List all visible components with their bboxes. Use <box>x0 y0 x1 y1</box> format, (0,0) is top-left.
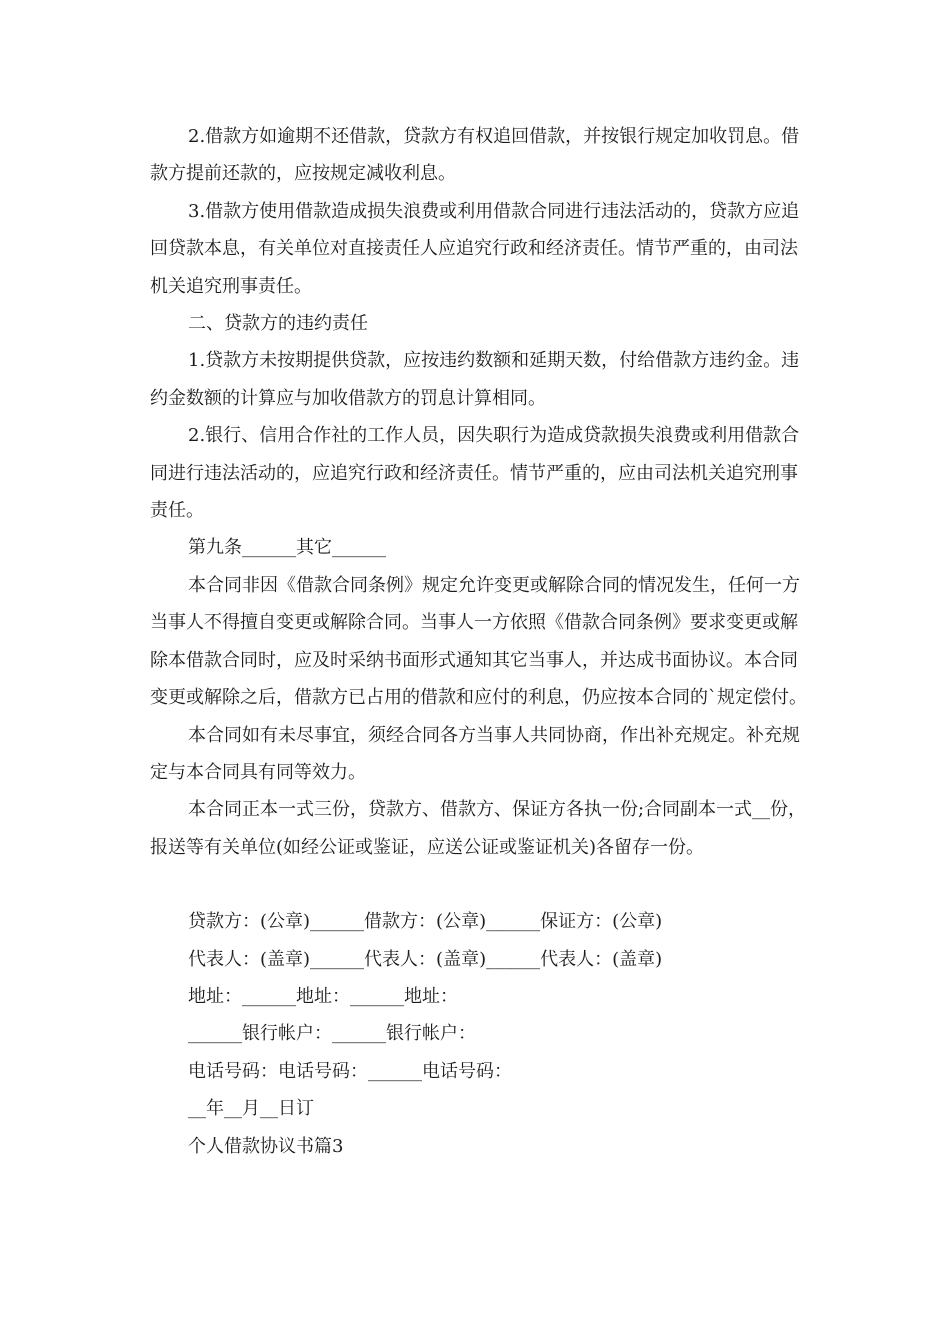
signature-line-address: 地址：______地址：______地址： <box>188 985 458 1007</box>
signature-line-parties: 贷款方：(公章)______借款方：(公章)______保证方：(公章) <box>188 911 663 933</box>
clause-paragraph: 1.贷款方未按期提供贷款，应按违约数额和延期天数，付给借款方违约金。违约金数额的计算应与加收借款方的罚息计算相同。 <box>150 350 800 409</box>
section-heading: 二、贷款方的违约责任 <box>188 313 368 335</box>
article-heading: 第九条______其它______ <box>188 537 386 559</box>
clause-paragraph: 2.借款方如逾期不还借款，贷款方有权追回借款，并按银行规定加收罚息。借款方提前还款的，应按规定减收利息。 <box>150 126 800 185</box>
signature-line-date: __年__月__日订 <box>188 1098 314 1120</box>
signature-line-phone: 电话号码：电话号码：______电话号码： <box>188 1060 512 1082</box>
signature-block <box>150 903 810 1165</box>
clause-paragraph: 本合同如有未尽事宜，须经合同各方当事人共同协商，作出补充规定。补充规定与本合同具有同等效力。 <box>150 724 800 783</box>
clause-paragraph: 本合同正本一式三份，贷款方、借款方、保证方各执一份;合同副本一式__份，报送等有关单位(如经公证或鉴证，应送公证或鉴证机关)各留存一份。 <box>150 799 807 858</box>
clause-paragraph: 2.银行、信用合作社的工作人员，因失职行为造成贷款损失浪费或利用借款合同进行违法活动的，应追究行政和经济责任。情节严重的，应由司法机关追究刑事责任。 <box>150 425 800 522</box>
signature-line-representatives: 代表人：(盖章)______代表人：(盖章)______代表人：(盖章) <box>188 948 663 970</box>
spacer <box>150 866 810 903</box>
clause-paragraph: 本合同非因《借款合同条例》规定允许变更或解除合同的情况发生，任何一方当事人不得擅自变更或解除合同。当事人一方依照《借款合同条例》要求变更或解除本借款合同时，应及时采纳书面形式通知其它当事人，并达成书面协议。本合同变更或解除之后，借款方已占用的借款和应付的利息，仍应按本合同的`规定偿付。 <box>150 574 807 709</box>
next-section-title: 个人借款协议书篇3 <box>188 1135 344 1157</box>
document-body <box>150 118 810 1165</box>
signature-line-bank-account: ______银行帐户：______银行帐户： <box>188 1023 476 1045</box>
clause-paragraph: 3.借款方使用借款造成损失浪费或利用借款合同进行违法活动的，贷款方应追回贷款本息，有关单位对直接责任人应追究行政和经济责任。情节严重的，由司法机关追究刑事责任。 <box>150 200 800 297</box>
